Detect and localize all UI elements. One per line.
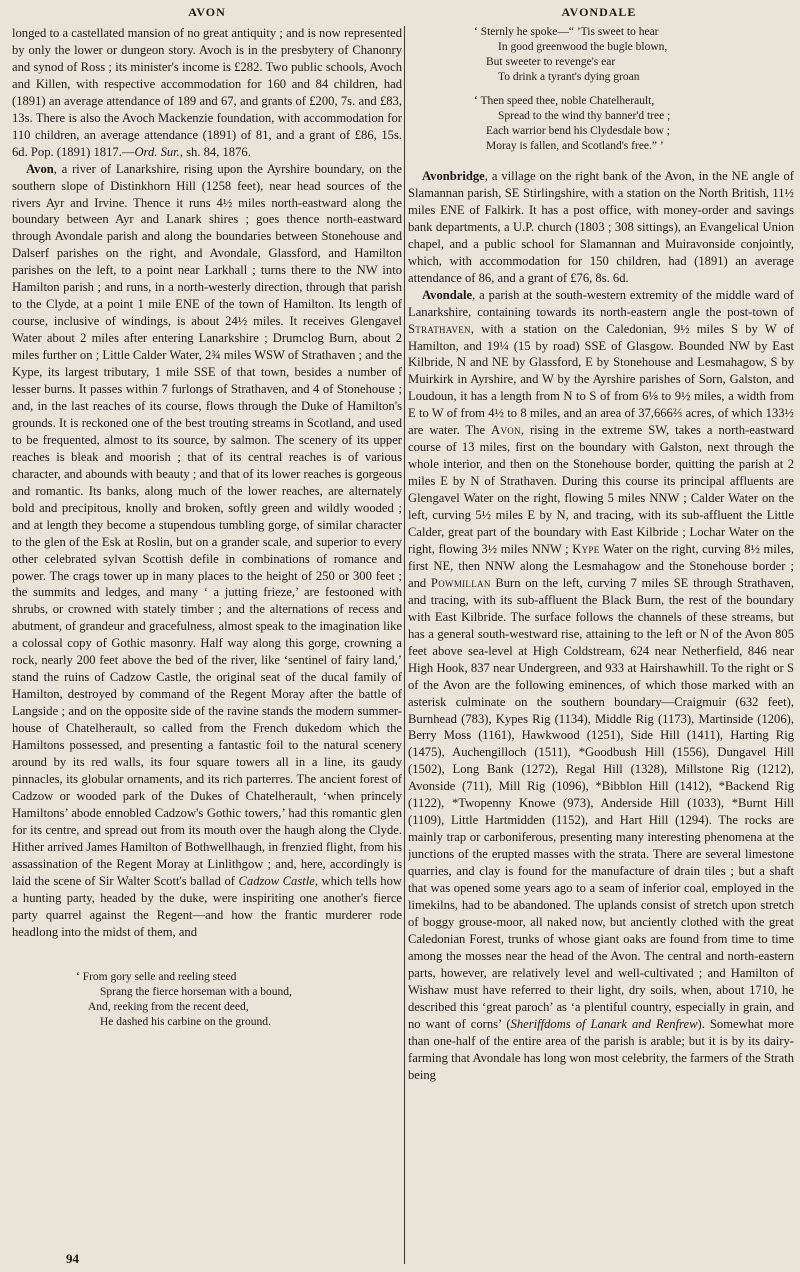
ordnance-survey-ref: Ord. Sur.	[134, 144, 180, 159]
running-headers	[12, 5, 794, 23]
verse-line: And, reeking from the recent deed,	[88, 1001, 249, 1014]
avoch-continuation-paragraph	[12, 25, 402, 161]
avondale-entry	[408, 287, 794, 1084]
sheriffdoms-title: Sheriffdoms of Lanark and Renfrew	[510, 1016, 698, 1031]
avondale-text: , rising in the extreme SW, takes a north-eastward course of 13 miles, first on the boundary with Galston, next through the whole interior, and then on the Stonehouse border, quitting the parish at 2 miles E by N of Strathaven. During this course its principal affluents are Glengavel Water on the right, flowing 5 miles NNW ; Calder Water on the left, curving 5½ miles E by N, and tracing, with its sub-affluent the Little Calder, great part of the boundary with East Kilbride ; Lochar Water on the right, flowing 3½ miles NNW ;	[408, 423, 794, 556]
avon-headword: Avon	[26, 161, 54, 176]
page-number: 94	[66, 1251, 79, 1266]
avondale-text-end: ). Somewhat more than one-half of the entire area of the parish is arable; but it is by its dairy-farming that Avondale has long won most celebrity, the farmers of the Strath being	[408, 1016, 794, 1082]
smallcaps-avon: Avon	[491, 423, 521, 438]
verse-line: Spread to the wind thy banner'd tree ;	[498, 110, 671, 122]
left-running-header: AVON	[188, 5, 226, 19]
ballad-title: Cadzow Castle	[238, 873, 315, 888]
left-column	[12, 25, 402, 1254]
verse-line: ‘ Sternly he spoke—“ ’Tis sweet to hear	[474, 26, 659, 38]
ballad-stanza-right-1	[474, 25, 794, 85]
avonbridge-headword: Avonbridge	[422, 169, 485, 183]
avon-text-end: , which tells how a hunting party, headed by the duke, were inspiriting one another's fierce party quarrel against the Regent—and how the frantic murderer rode headlong into the midst of them, and	[12, 873, 402, 939]
ballad-stanza-right-2	[474, 94, 794, 154]
verse-line: Sprang the fierce horseman with a bound,	[100, 986, 292, 999]
avon-text: , a river of Lanarkshire, rising upon the Ayrshire boundary, on the southern slope of Distinkhorn Hill (1258 feet), near head sources of the rivers Ayr and Irvine. Thence it runs 4½ miles north-eastward along the boundary between Ayr and Lanark shires ; goes thence north-eastward through Avondale parish and along the boundaries between Stonehouse and Dalserf parishes on the right, and Avondale, Glassford, and Hamilton parishes on the left, to a point near Larkhall ; turns there to the NW into Hamilton parish ; and runs, in a north-westerly direction, through that parish to the Clyde, at a point 1 mile ENE of the town of Hamilton. Its length of course, inclusive of windings, is about 24½ miles. It receives Glengavel Water about 2 miles after entering Lanarkshire ; Drumclog Burn, about 2 miles further on ; Little Calder Water, 2¾ miles WSW of Strathaven ; and the Kype, its largest tributary, 1 mile SSE of that town, besides a number of lesser burns. It passes within 7 furlongs of Strathaven, and 4 of Stonehouse ; and, in the last reaches of its course, flows through the Duke of Hamilton's grounds. It is reckoned one of the best trouting streams in Scotland, and used to be frequented, almost to its source, by salmon. The scenery of its upper reaches is bleak and moorish ; that of its central reaches is of various character, and abounds with beauty ; and that of its lower reaches is gorgeous and romantic. Its banks, along much of the lower reaches, are alternately bold and precipitous, knolly and broken, softly green and wildly wooded ; and at length they become a stupendous tumbling gorge, of similar character to the glen of the Esk at Roslin, but on a grander scale, and superior to every other celebrated sylvan Scottish defile in combinations of romance and power. The crags tower up in many places to the height of 250 or 300 feet ; the summits and ledges, and many ‘ a jutting frieze,’ are festooned with shrubs, or crowned with stately timber ; and the alternations of recess and abutment, of grandeur and gracefulness, almost speak to the imagination like a colossal copy of Gothic masonry. Half way along this gorge, crowning a rock, nearly 200 feet above the bed of the river, like ‘sentinel of fairy land,’ stand the ruins of Cadzow Castle, the original seat of the ducal family of Hamilton, destroyed by command of the Regent Moray after the battle of Langside ; and on the opposite side of the ravine stands the modern summer-house of Chatelherault, so called from the French dukedom which the Hamiltons possessed, and presenting a fantastic foil to the natural scenery around by its red walls, its four square towers all in a line, its gaudy pinnacles, its globular ornaments, and its rich parterres. The ancient forest of Cadzow or wooded park of the Dukes of Chatelherault, ‘when princely Hamiltons’ abode ennobled Cadzow's Gothic towers,’ had this romantic glen for its centre, and spread out from its mouth over the haugh along the Clyde. Hither arrived James Hamilton of Bothwellhaugh, in frenzied flight, from his assassination of the Regent Moray at Linlithgow ; and, here, accordingly is laid the scene of Sir Walter Scott's ballad of	[12, 161, 402, 888]
right-running-header: AVONDALE	[561, 5, 637, 19]
verse-line: Each warrior bend his Clydesdale bow ;	[486, 125, 670, 137]
verse-line: ‘ Then speed thee, noble Chatelherault,	[474, 95, 655, 107]
verse-line: In good greenwood the bugle blown,	[498, 41, 668, 53]
smallcaps-powmillan: Powmillan	[430, 575, 491, 590]
stanza-gap	[408, 85, 794, 94]
avondale-text: Water on the right, curving 8½ miles, first NE, then NNW along the Lesmahagow and the Stonehouse border ; and	[408, 541, 794, 590]
avondale-text: , a parish at the south-western extremity of the middle ward of Lanarkshire, containing towards its north-eastern angle the post-town of	[408, 287, 794, 319]
avondale-text: Burn on the left, curving 7 miles SE through Strathaven, and tracing, with its sub-affluent the Black Burn, the rest of the boundary with East Kilbride. The surface follows the channels of these streams, but has a general south-westward rise, attaining to the left or N of the Avon 805 feet above sea-level at High Coldstream, 624 near Netherfield, 846 near High Hook, 837 near Undergreen, and 933 at Hairshawhill. To the right or S of the Avon are the following eminences, of which those marked with an asterisk culminate on the southern boundary—Craigmuir (632 feet), Burnhead (783), Kypes Rig (1134), Middle Rig (1173), Martinside (1206), Berry Moss (1161), Hawkwood (1251), Side Hill (1411), Harting Rig (1475), Auchengilloch (1511), *Goodbush Hill (1556), Dungavel Hill (1502), Long Bank (1272), Regal Hill (1328), Millstone Rig (1212), Avonside (711), Mill Rig (1096), *Bibblon Hill (1412), *Backend Rig (1122), *Twopenny Knowe (973), Anderside Hill (1033), *Burnt Hill (1109), Little Hartmidden (1152), and Hart Hill (1294). The rocks are mainly trap or carboniferous, presenting many interesting phenomena at the junctions of the erupted masses with the strata. There are several limestone quarries, and clay is found for the manufacture of drain tiles ; but a shaft that was opened some years ago to a seam of inferior coal, employed in the limekilns, had to be abandoned. The uplands consist of stretch upon stretch of boggy grouse-moor, all naked now, but anciently clothed with the great Caledonian Forest, trunks of whose giant oaks are found from time to time among the mosses near the head of the Avon. The central and north-eastern parts, however, are relatively level and well-cultivated ; and Hamilton of Wishaw must have referred to their light, dry soils, when, about 1710, he described this ‘great paroch’ as ‘a plentiful country, especially in grain, and no want of corns’ (	[408, 575, 794, 1031]
right-column	[408, 25, 794, 1254]
section-gap	[408, 154, 794, 168]
verse-line: ‘ From gory selle and reeling steed	[76, 971, 237, 984]
avoch-text-end: , sh. 84, 1876.	[179, 144, 251, 159]
avoch-text: longed to a castellated mansion of no great antiquity ; and is now represented by only the lower or dungeon story. Avoch is in the presbytery of Chanonry and synod of Ross ; its minister's income is £282. Two public schools, Avoch and Killen, with respective accommodation for 160 and 84 children, had (1891) an average attendance of 189 and 67, and grants of £200, 7s. and £83, 13s. There is also the Avoch Mackenzie foundation, with accommodation for 110 children, an average attendance (1891) of 81, and a grant of £86, 15s. 6d. Pop. (1891) 1817.—	[12, 26, 402, 159]
avonbridge-entry	[408, 168, 794, 287]
avondale-text: , with a station on the Caledonian, 9½ miles S by W of Hamilton, and 19¼ (15 by road) SSE of Glasgow. Bounded NW by East Kilbride, N and NE by Glassford, E by Stonehouse and Lesmahagow, S by Muirkirk in Ayrshire, and W by the Ayrshire parishes of Sorn, Galston, and Loudoun, it has a length from N to S of from 6⅛ to 9½ miles, a width from E to W of from 4½ to 8 miles, and an area of 37,666⅔ acres, of which 133½ are water. The	[408, 321, 794, 438]
verse-line: He dashed his carbine on the ground.	[100, 1016, 271, 1029]
avondale-headword: Avondale	[422, 287, 473, 302]
ballad-stanza-left	[76, 970, 402, 1030]
verse-line: To drink a tyrant's dying groan	[498, 71, 640, 83]
column-divider	[404, 26, 405, 1264]
verse-line: But sweeter to revenge's ear	[486, 56, 616, 68]
verse-line: Moray is fallen, and Scotland's free.” ’	[486, 140, 664, 152]
avonbridge-text: , a village on the right bank of the Avon, in the NE angle of Slamannan parish, SE Stirlingshire, with a station on the North British, 11½ miles ENE of Falkirk. It has a post office, with money-order and savings bank departments, a U.P. church (1803 ; 308 sittings), an Evangelical Union chapel, and a public school for Slamannan and Muiravonside conjointly, which, with accommodation for 150 children, had (1891) an average attendance of 86, and a grant of £76, 8s. 6d.	[408, 169, 794, 285]
smallcaps-kype: Kype	[572, 541, 600, 556]
avon-entry	[12, 161, 402, 941]
smallcaps-strathaven: Strathaven	[408, 321, 471, 336]
